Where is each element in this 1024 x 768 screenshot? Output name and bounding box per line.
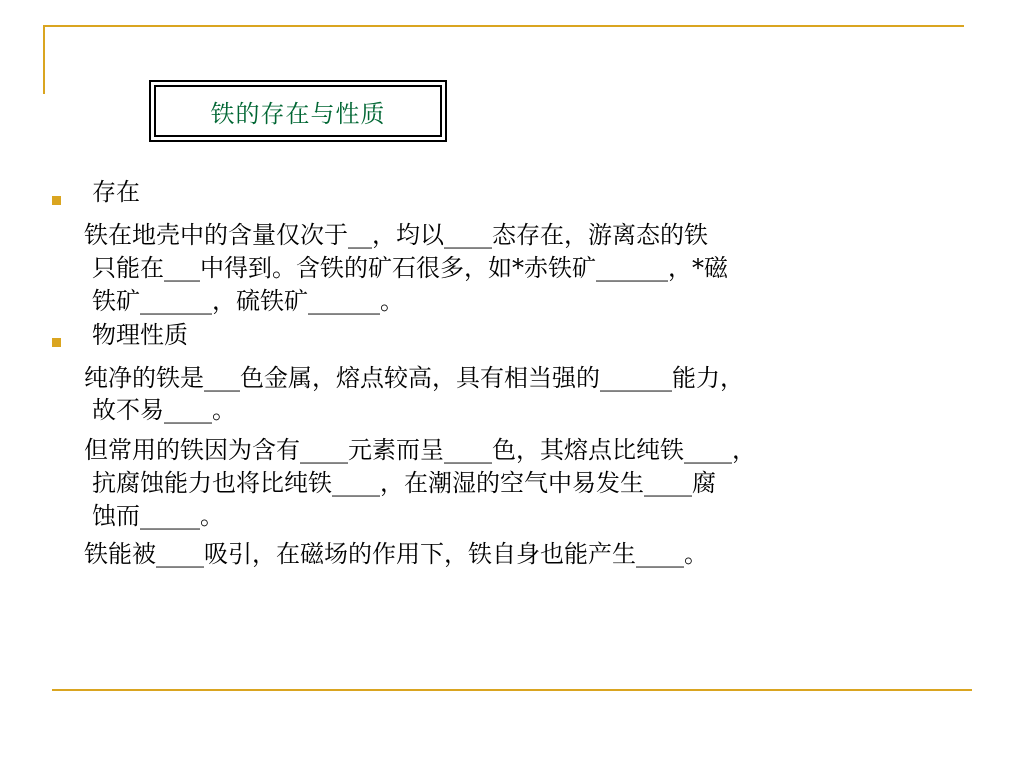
bottom-rule [52,689,972,691]
physical-p1-line-2: 故不易____。 [92,396,236,424]
physical-p2-line-1: 但常用的铁因为含有____元素而呈____色，其熔点比纯铁____， [84,436,756,464]
bullet-icon [52,196,61,205]
existence-line-3: 铁矿______，硫铁矿______。 [92,287,404,315]
physical-p2-line-3: 蚀而_____。 [92,502,224,530]
existence-line-1: 铁在地壳中的含量仅次于__，均以____态存在，游离态的铁 [84,221,708,249]
physical-p3-line-1: 铁能被____吸引，在磁场的作用下，铁自身也能产生____。 [84,540,708,568]
left-rule [43,25,45,94]
top-rule [43,25,964,27]
slide-title: 铁的存在与性质 [154,85,442,137]
title-box [149,80,447,142]
existence-line-2: 只能在___中得到。含铁的矿石很多，如*赤铁矿______，*磁 [92,254,728,282]
physical-p1-line-1: 纯净的铁是___色金属，熔点较高，具有相当强的______能力， [84,364,744,392]
section-heading-physical: 物理性质 [92,321,188,349]
physical-p2-line-2: 抗腐蚀能力也将比纯铁____，在潮湿的空气中易发生____腐 [92,469,716,497]
bullet-icon [52,338,61,347]
section-heading-existence: 存在 [92,178,140,206]
